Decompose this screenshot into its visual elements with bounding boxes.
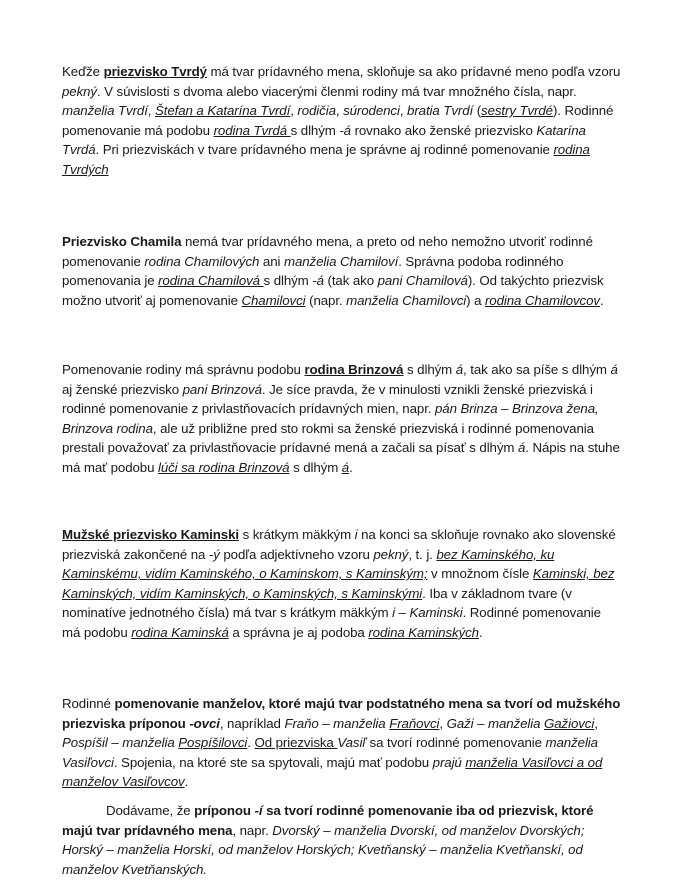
text-run: sa tvorí rodinné pomenovanie iba od priezvisk, ktoré majú tvar prídavného mena bbox=[62, 803, 594, 838]
text-run: . Je síce pravda, že v minulosti vznikli ženské priezviská i rodinné pomenovanie z privlastňovacích prídavných mien, napr. bbox=[62, 381, 593, 417]
text-run: Kaminski bbox=[409, 605, 463, 621]
text-run: Mužské priezvisko Kaminski bbox=[62, 527, 239, 542]
text-run: nemá tvar prídavného mena, a preto od neho nemožno utvoriť rodinné pomenovanie bbox=[62, 234, 593, 269]
text-run: , bbox=[290, 103, 298, 119]
text-run: rodina Chamilová bbox=[158, 273, 264, 289]
text-run: manželia Tvrdí bbox=[62, 103, 148, 119]
text-run: lúči sa rodina Brinzová bbox=[157, 459, 290, 475]
text-run: bratia Tvrdí bbox=[407, 103, 474, 119]
paragraph-kaminski bbox=[62, 525, 622, 643]
text-run: rodičia bbox=[297, 103, 336, 119]
text-run: -ovci bbox=[189, 715, 220, 731]
text-run: – bbox=[394, 605, 410, 621]
text-run: podľa adjektívneho vzoru bbox=[219, 546, 374, 562]
text-run: , ale už približne pred sto rokmi sa ženské priezviská i rodinné pomenovania prestali považovať za privlastňovacie prídavné mená a začali sa písať s dlhým bbox=[62, 420, 594, 456]
text-run: . Iba v základnom tvare (v nominatíve jednotného čísla) má tvar s krátkym mäkkým bbox=[62, 585, 572, 621]
text-run: Kaminski, bez Kaminských, vidím Kaminských, o Kaminských, s Kaminskými bbox=[62, 566, 615, 601]
text-run: priezvisko Tvrdý bbox=[103, 64, 207, 79]
text-run: pán Brinza – Brinzova žena, Brinzova rodina bbox=[62, 401, 599, 436]
text-run: s dlhým bbox=[289, 459, 342, 475]
text-run: Od priezviska bbox=[254, 735, 338, 751]
text-run: pomenovanie manželov, ktoré majú tvar podstatného mena sa tvorí od mužského priezviska príponou bbox=[62, 696, 621, 731]
text-run: ) a bbox=[466, 292, 485, 308]
text-run: , napríklad bbox=[219, 715, 285, 731]
text-run: sestry Tvrdé bbox=[481, 103, 553, 119]
text-run: . Rodinné pomenovanie má podobu bbox=[62, 605, 601, 640]
text-run: s dlhým bbox=[263, 273, 313, 289]
text-run: . V súvislosti s dvoma alebo viacerými členmi rodiny má tvar množného čísla, napr. bbox=[96, 83, 577, 99]
text-run: manželia Chamiloví bbox=[283, 253, 399, 269]
text-run: Dvorský – manželia Dvorskí, od manželov Dvorských; Horský – manželia Horskí, od manželov Horských; Kvetňanský – manželia Kvetňanskí, od manželov Kvetňanských. bbox=[62, 822, 585, 877]
text-run: s dlhým bbox=[290, 122, 340, 138]
paragraph-tvrdy bbox=[62, 62, 622, 180]
text-run: rodina Kaminská bbox=[131, 624, 229, 640]
text-run: , bbox=[335, 103, 344, 119]
text-run: manželia Vasiľovci bbox=[62, 735, 598, 770]
text-run: pani Brinzová bbox=[182, 381, 262, 397]
text-run: ani bbox=[259, 253, 284, 269]
text-run: Katarína Tvrdá bbox=[62, 122, 586, 158]
text-run: súrodenci bbox=[343, 103, 400, 119]
text-run: pani Chamilová bbox=[377, 273, 468, 289]
text-run: . bbox=[349, 459, 353, 475]
text-run: Chamilovci bbox=[241, 292, 306, 308]
text-run: v množnom čísle bbox=[427, 566, 533, 582]
paragraph-i-suffix bbox=[62, 801, 622, 879]
text-run: . Spojenia, na ktoré ste sa spytovali, majú mať podobu bbox=[113, 754, 433, 770]
text-run: i bbox=[392, 605, 395, 621]
text-run: . bbox=[247, 735, 255, 751]
text-run: , napr. bbox=[232, 822, 273, 838]
text-run: á bbox=[610, 362, 618, 377]
text-run: , tak ako sa píše s dlhým bbox=[463, 362, 611, 377]
text-run: Gažiovci bbox=[544, 715, 595, 731]
text-run: , bbox=[147, 103, 155, 119]
text-run: á bbox=[455, 362, 464, 377]
text-run: na konci sa skloňuje rovnako ako slovenské priezviská zakončené na bbox=[62, 527, 616, 562]
text-run: Pospíšil – manželia bbox=[62, 735, 179, 751]
text-run: rodina Chamilových bbox=[144, 253, 260, 269]
text-run: Fraňo – manželia bbox=[284, 715, 390, 731]
text-run: ). Rodinné pomenovanie má podobu bbox=[62, 103, 614, 138]
paragraph-brinzova bbox=[62, 360, 622, 478]
text-run: rodina Brinzová bbox=[304, 362, 404, 377]
text-run: Gaži – manželia bbox=[446, 715, 545, 731]
text-run: -í bbox=[254, 803, 263, 818]
text-run: . bbox=[599, 292, 604, 308]
text-run: . bbox=[184, 774, 189, 790]
text-run: pekný bbox=[373, 546, 409, 562]
text-run: aj ženské priezvisko bbox=[62, 381, 183, 397]
text-run: pekný bbox=[62, 83, 97, 99]
text-run: Pospíšilovci bbox=[178, 735, 248, 751]
text-run: , t. j. bbox=[408, 546, 437, 562]
text-run: príponou bbox=[194, 803, 255, 818]
text-run: rodina Tvrdá bbox=[213, 122, 291, 138]
text-run: , bbox=[399, 103, 408, 119]
text-run: . Správna podoba rodinného pomenovania je bbox=[62, 253, 564, 289]
text-run: á bbox=[517, 440, 526, 456]
text-run: Pomenovanie rodiny má správnu podobu bbox=[62, 362, 305, 377]
text-run: Dodávame, že bbox=[106, 803, 195, 818]
text-run: Fraňovci bbox=[389, 715, 440, 731]
text-run: á bbox=[341, 459, 350, 475]
text-run: prajú bbox=[432, 754, 466, 770]
text-run: -á bbox=[339, 122, 351, 138]
text-run: ). Od takýchto priezvisk možno utvoriť aj pomenovanie bbox=[62, 273, 604, 308]
text-run: s krátkym mäkkým bbox=[238, 527, 355, 542]
text-run: . Nápis na stuhe má mať podobu bbox=[62, 440, 620, 475]
text-run: má tvar prídavného mena, skloňuje sa ako prídavné meno podľa vzoru bbox=[206, 64, 621, 79]
text-run: , bbox=[594, 715, 598, 731]
text-run: , bbox=[439, 715, 447, 731]
text-run: manželia Chamilovci bbox=[346, 292, 467, 308]
text-run: . Pri priezviskách v tvare prídavného mena je správne aj rodinné pomenovanie bbox=[95, 142, 554, 158]
text-run: -ý bbox=[208, 546, 220, 562]
text-run: -á bbox=[312, 273, 324, 289]
text-run: sa tvorí rodinné pomenovanie bbox=[365, 735, 546, 751]
paragraph-ovci bbox=[62, 694, 622, 792]
text-run: rodina Kaminských bbox=[368, 624, 479, 640]
text-run: Štefan a Katarína Tvrdí bbox=[155, 103, 291, 119]
text-run: rodina Tvrdých bbox=[62, 142, 590, 177]
text-run: Priezvisko Chamila bbox=[62, 234, 182, 249]
text-run: Keďže bbox=[62, 64, 104, 79]
text-run: (tak ako bbox=[323, 273, 378, 289]
text-run: ( bbox=[473, 103, 482, 119]
text-run: rovnako ako ženské priezvisko bbox=[350, 122, 537, 138]
text-run: a správna je aj podoba bbox=[228, 624, 369, 640]
text-run: Vasiľ bbox=[337, 735, 366, 751]
text-run: (napr. bbox=[305, 292, 347, 308]
paragraph-chamila bbox=[62, 232, 622, 310]
text-run: . bbox=[478, 624, 483, 640]
text-run: i bbox=[354, 527, 358, 542]
text-run: manželia Vasiľovci a od manželov Vasiľovcov bbox=[62, 754, 603, 790]
text-run: s dlhým bbox=[403, 362, 456, 377]
text-run: rodina Chamilovcov bbox=[484, 292, 600, 308]
text-run: Rodinné bbox=[62, 696, 115, 711]
text-run: bez Kaminského, ku Kaminskému, vidím Kaminského, o Kaminskom, s Kaminským; bbox=[62, 546, 555, 582]
